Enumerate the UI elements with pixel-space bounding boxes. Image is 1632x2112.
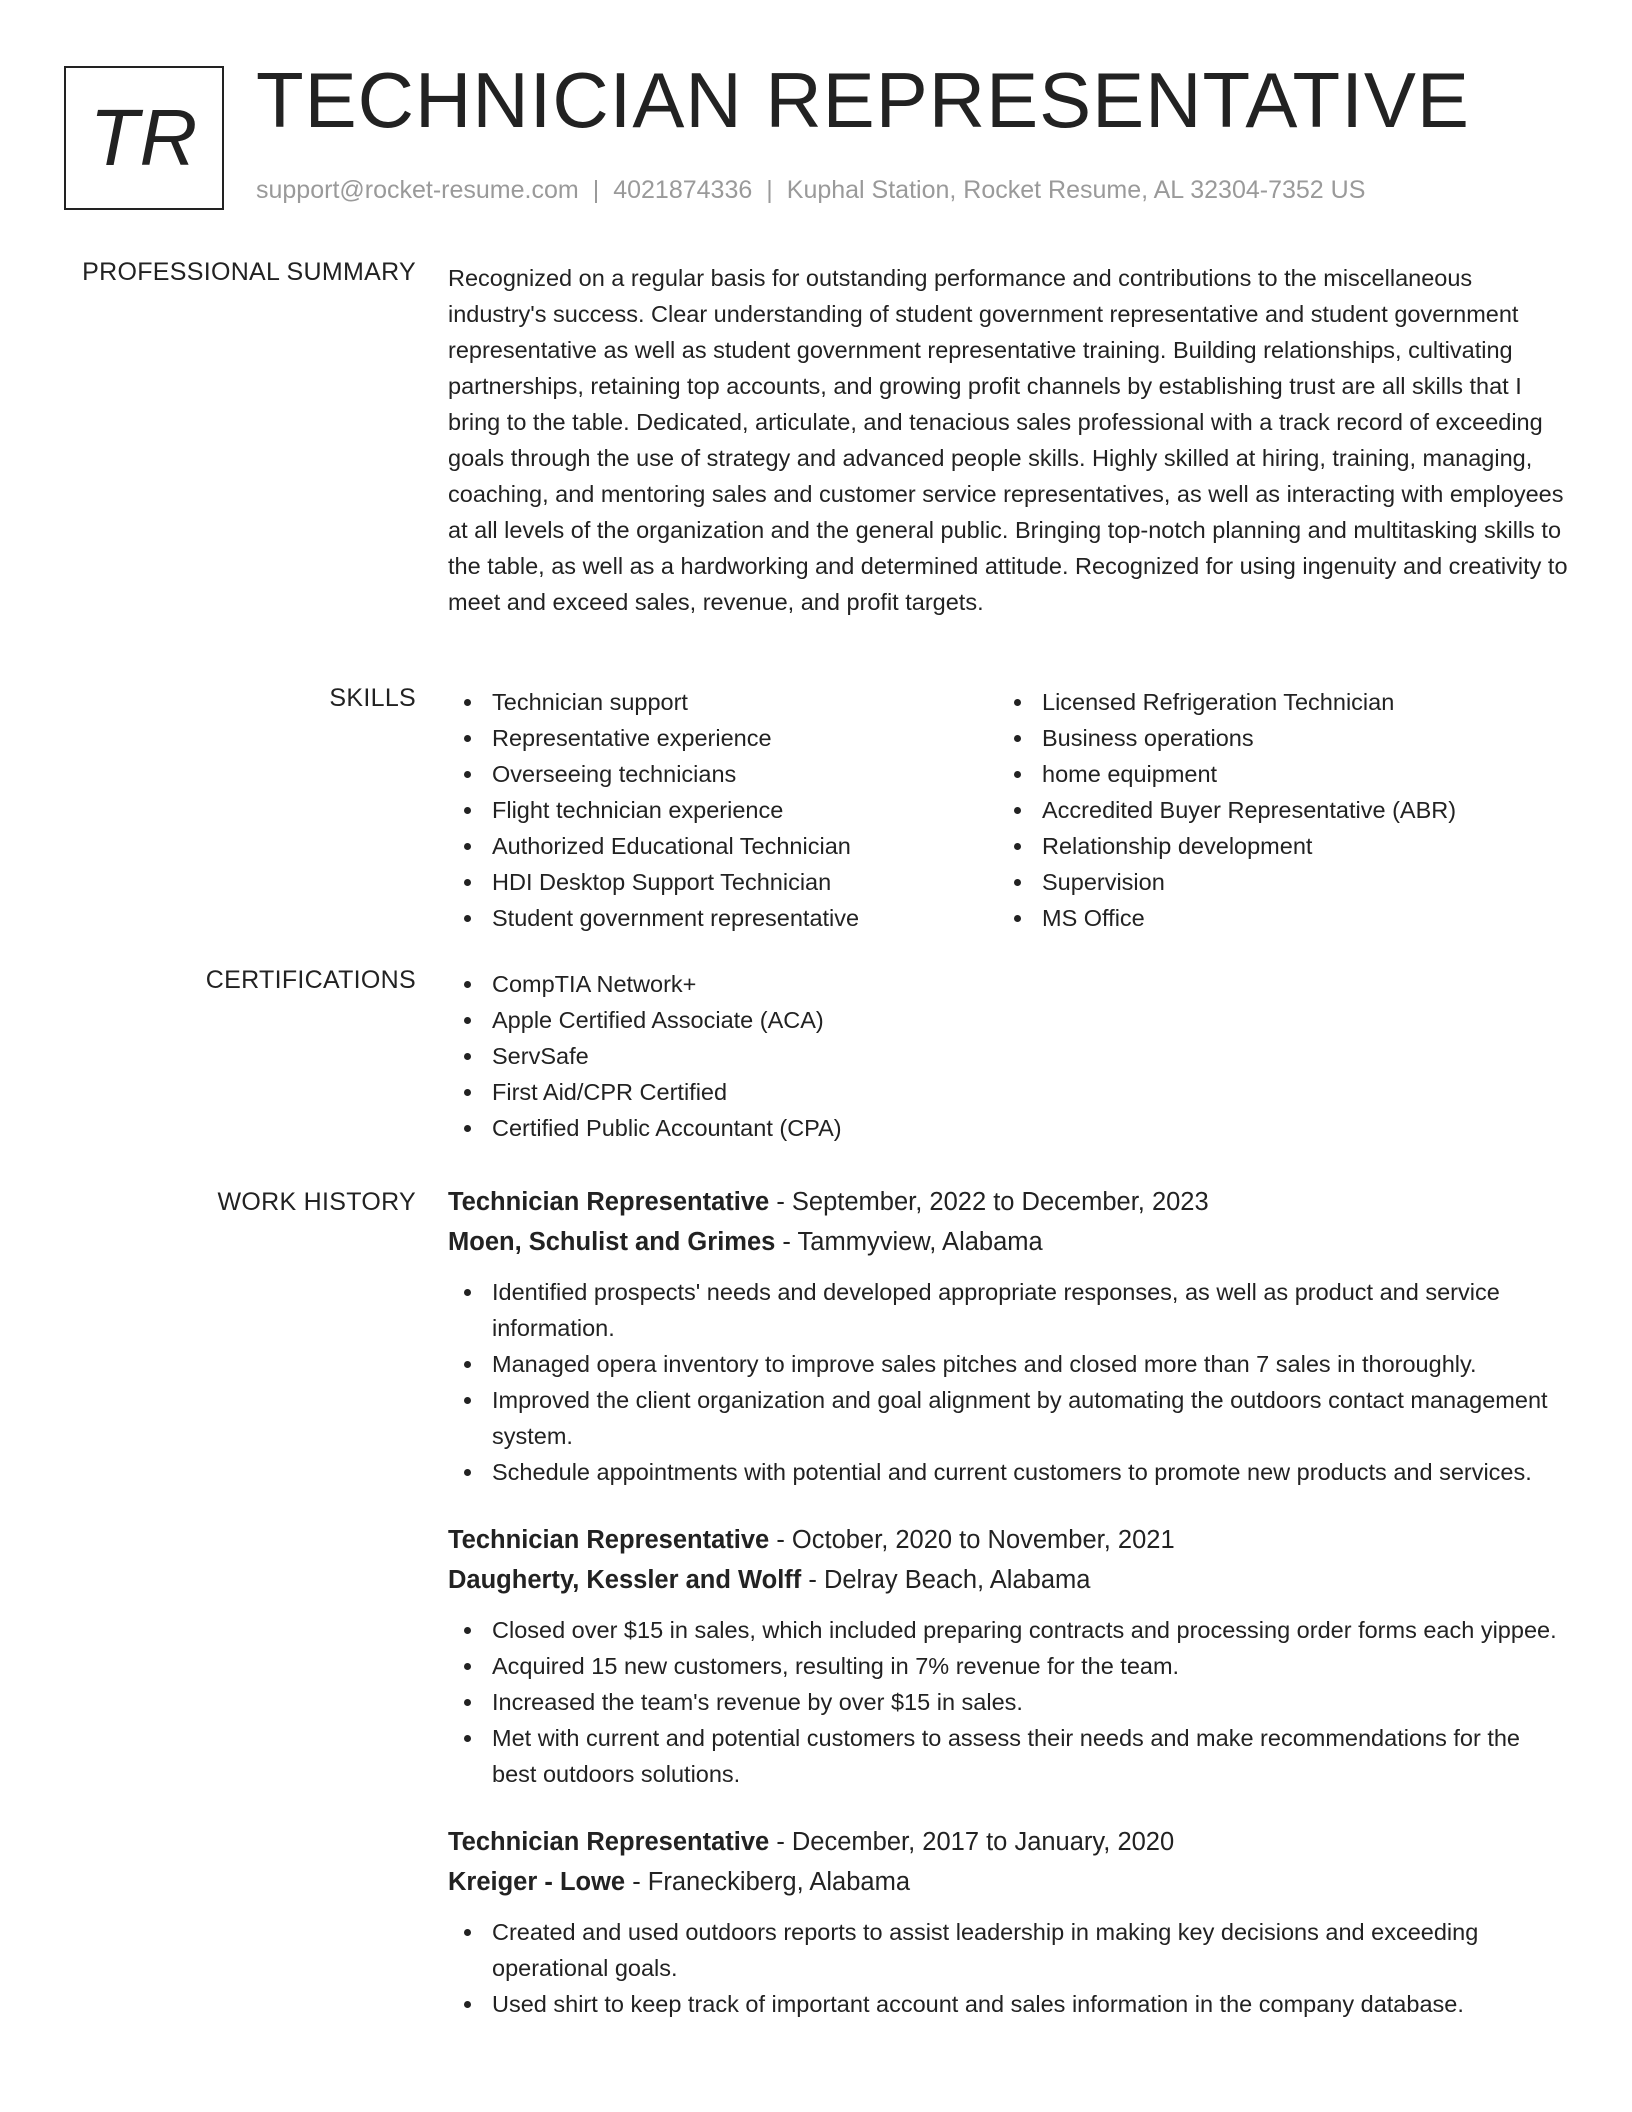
job-bullet-list	[448, 1914, 1568, 2022]
job-company: Daugherty, Kessler and Wolff	[448, 1566, 802, 1594]
job-dates: - December, 2017 to January, 2020	[769, 1828, 1175, 1856]
skill-item: Representative experience	[448, 720, 998, 756]
skill-item: Business operations	[998, 720, 1548, 756]
job-title: Technician Representative	[448, 1828, 770, 1856]
section-heading: PROFESSIONAL SUMMARY	[82, 258, 416, 286]
job-location: - Delray Beach, Alabama	[801, 1566, 1091, 1594]
certification-item: CompTIA Network+	[448, 966, 1568, 1002]
candidate-name: TECHNICIAN REPRESENTATIVE	[256, 56, 1470, 144]
monogram-text: TR	[89, 93, 199, 182]
job-title-line	[448, 1182, 1568, 1222]
contact-separator: |	[592, 176, 600, 204]
job-title: Technician Representative	[448, 1526, 770, 1554]
skill-item: Flight technician experience	[448, 792, 998, 828]
section-heading: SKILLS	[329, 684, 416, 712]
certifications-list	[448, 966, 1568, 1146]
job-bullet: Closed over $15 in sales, which included preparing contracts and processing order forms each yippee.	[448, 1612, 1568, 1648]
skill-item: Technician support	[448, 684, 998, 720]
contact-line	[256, 176, 1365, 205]
job-entry	[448, 1822, 1568, 2022]
job-bullet: Increased the team's revenue by over $15 in sales.	[448, 1684, 1568, 1720]
contact-address: Kuphal Station, Rocket Resume, AL 32304-7352 US	[786, 176, 1366, 204]
skill-item: Authorized Educational Technician	[448, 828, 998, 864]
job-bullet-list	[448, 1274, 1568, 1490]
job-title-line	[448, 1520, 1568, 1560]
skill-item: Overseeing technicians	[448, 756, 998, 792]
job-bullet: Managed opera inventory to improve sales pitches and closed more than 7 sales in thoroughly.	[448, 1346, 1568, 1382]
job-dates: - October, 2020 to November, 2021	[769, 1526, 1175, 1554]
certification-item: Certified Public Accountant (CPA)	[448, 1110, 1568, 1146]
monogram-badge	[64, 66, 224, 210]
skills-list-right	[998, 684, 1548, 936]
contact-phone: 4021874336	[613, 176, 753, 204]
job-company-line	[448, 1222, 1568, 1262]
skill-item: Relationship development	[998, 828, 1548, 864]
job-company-line	[448, 1560, 1568, 1600]
skill-item: Accredited Buyer Representative (ABR)	[998, 792, 1548, 828]
skill-item: Student government representative	[448, 900, 998, 936]
job-bullet: Acquired 15 new customers, resulting in 7% revenue for the team.	[448, 1648, 1568, 1684]
section-heading: CERTIFICATIONS	[205, 966, 416, 994]
certification-item: First Aid/CPR Certified	[448, 1074, 1568, 1110]
job-location: - Franeckiberg, Alabama	[625, 1868, 911, 1896]
skills-grid	[448, 684, 1568, 936]
skill-item: home equipment	[998, 756, 1548, 792]
job-bullet-list	[448, 1612, 1568, 1792]
summary-text: Recognized on a regular basis for outstanding performance and contributions to the miscellaneous industry's success. Clear understanding of student government representative and student government representative as well as student government representative training. Building relationships, cultivating partnerships, retaining top accounts, and growing profit channels by establishing trust are all skills that I bring to the table. Dedicated, articulate, and tenacious sales professional with a track record of exceeding goals through the use of strategy and advanced people skills. Highly skilled at hiring, training, managing, coaching, and mentoring sales and customer service representatives, as well as interacting with employees at all levels of the organization and the general public. Bringing top-notch planning and multitasking skills to the table, as well as a hardworking and determined attitude. Recognized for using ingenuity and creativity to meet and exceed sales, revenue, and profit targets.	[448, 265, 1568, 615]
job-entry	[448, 1520, 1568, 1792]
job-location: - Tammyview, Alabama	[775, 1228, 1043, 1256]
section-heading: WORK HISTORY	[217, 1188, 416, 1216]
job-bullet: Used shirt to keep track of important account and sales information in the company database.	[448, 1986, 1568, 2022]
job-bullet: Schedule appointments with potential and current customers to promote new products and services.	[448, 1454, 1568, 1490]
job-company: Kreiger - Lowe	[448, 1868, 626, 1896]
skills-list-left	[448, 684, 998, 936]
job-bullet: Met with current and potential customers to assess their needs and make recommendations for the best outdoors solutions.	[448, 1720, 1568, 1792]
certifications-body	[448, 966, 1568, 1146]
skills-body	[448, 684, 1568, 936]
contact-email: support@rocket-resume.com	[256, 176, 579, 204]
job-bullet: Improved the client organization and goal alignment by automating the outdoors contact management system.	[448, 1382, 1568, 1454]
job-bullet: Created and used outdoors reports to assist leadership in making key decisions and exceeding operational goals.	[448, 1914, 1568, 1986]
job-dates: - September, 2022 to December, 2023	[769, 1188, 1209, 1216]
skill-item: Licensed Refrigeration Technician	[998, 684, 1548, 720]
skill-item: HDI Desktop Support Technician	[448, 864, 998, 900]
certification-item: ServSafe	[448, 1038, 1568, 1074]
job-company-line	[448, 1862, 1568, 1902]
job-company: Moen, Schulist and Grimes	[448, 1228, 776, 1256]
job-entry	[448, 1182, 1568, 1490]
job-title: Technician Representative	[448, 1188, 770, 1216]
job-bullet: Identified prospects' needs and developed appropriate responses, as well as product and service information.	[448, 1274, 1568, 1346]
skill-item: MS Office	[998, 900, 1548, 936]
skill-item: Supervision	[998, 864, 1548, 900]
certification-item: Apple Certified Associate (ACA)	[448, 1002, 1568, 1038]
contact-separator: |	[766, 176, 773, 204]
job-title-line	[448, 1822, 1568, 1862]
work-history-body	[448, 1182, 1568, 2052]
